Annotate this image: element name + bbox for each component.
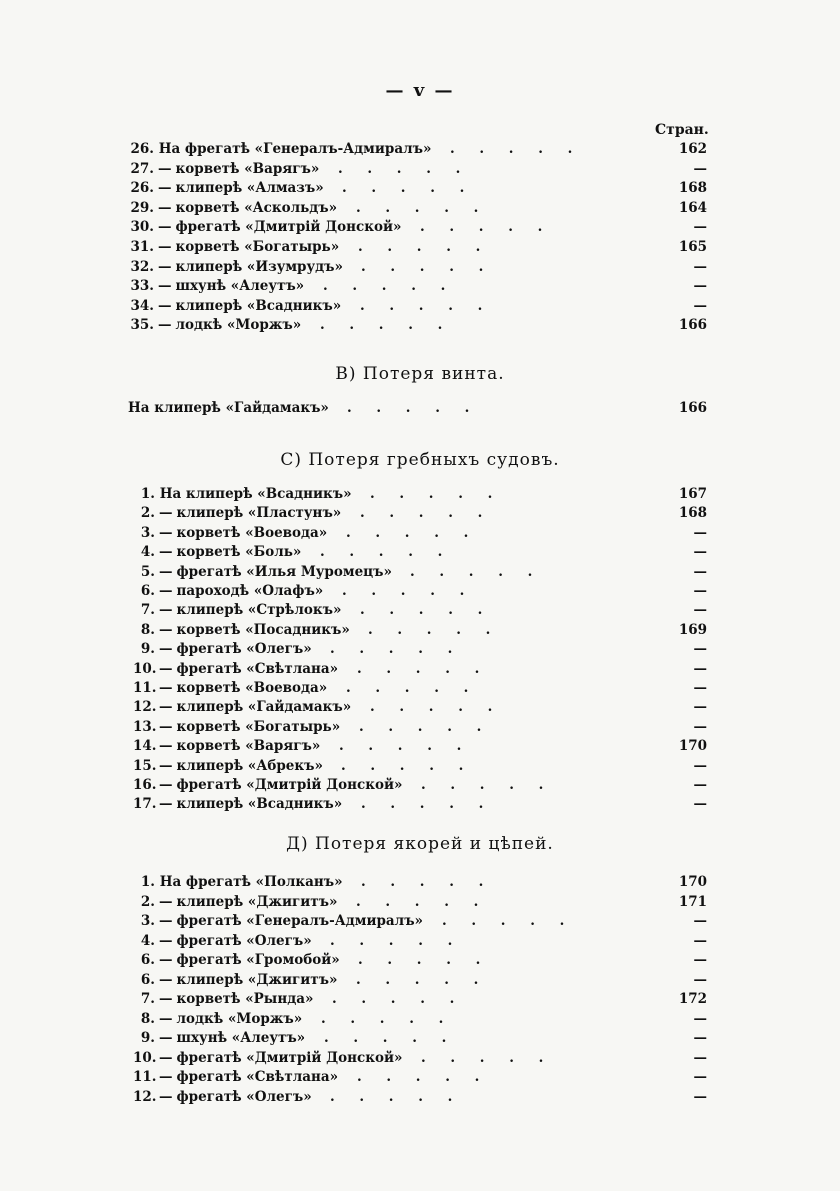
- toc-entry: [133, 931, 707, 951]
- toc-entry: [133, 1048, 707, 1068]
- leader-dots: . . . . .: [330, 932, 463, 949]
- leader-dots: . . . . .: [450, 141, 583, 157]
- toc-entry: [133, 620, 707, 640]
- toc-entry: [133, 581, 707, 601]
- toc-entry: [133, 872, 707, 892]
- ditto-dash: —: [159, 991, 173, 1007]
- leader-dots: . . . . .: [341, 757, 474, 774]
- leader-dots: . . . . .: [421, 777, 554, 793]
- ditto-dash: —: [159, 544, 173, 561]
- entry-number: 13.: [133, 718, 157, 735]
- entry-number: 31.: [130, 239, 154, 255]
- entry-page: —: [693, 544, 707, 561]
- leader-dots: . . . . .: [332, 991, 465, 1007]
- entry-number: 33.: [130, 278, 154, 295]
- entry-number: 2.: [140, 505, 155, 522]
- ditto-dash: —: [159, 641, 173, 658]
- toc-entry: [133, 775, 707, 795]
- entry-number: 3.: [140, 913, 155, 929]
- entry-page: 167: [678, 486, 707, 502]
- entry-page: —: [693, 660, 707, 677]
- entry-page: —: [693, 1049, 707, 1066]
- entry-title: На фрегатѣ «Полканъ»: [159, 874, 343, 890]
- entry-page: 171: [678, 893, 707, 910]
- ditto-dash: —: [159, 621, 173, 638]
- leader-dots: . . . . .: [361, 258, 494, 275]
- entry-page: —: [693, 278, 707, 295]
- entry-number: 14.: [133, 738, 157, 755]
- toc-entry: [128, 159, 707, 179]
- toc-entry: [128, 315, 707, 335]
- toc-entry: [133, 697, 707, 717]
- entry-title: фрегатѣ «Дмитрій Донской»: [176, 1049, 403, 1066]
- entry-page: —: [693, 563, 707, 580]
- entry-page: 166: [678, 317, 707, 334]
- entry-title: фрегатѣ «Олегъ»: [176, 932, 312, 949]
- ditto-dash: —: [159, 777, 173, 793]
- ditto-dash: —: [158, 219, 172, 236]
- section-c-title: С) Потеря гребныхъ судовъ.: [280, 450, 560, 470]
- ditto-dash: —: [159, 757, 173, 774]
- entry-page: —: [693, 641, 707, 658]
- leader-dots: . . . . .: [338, 160, 471, 177]
- entry-title: фрегатѣ «Громобой»: [176, 952, 340, 968]
- leader-dots: . . . . .: [357, 1069, 490, 1085]
- entry-title: клиперѣ «Изумрудъ»: [175, 258, 343, 275]
- entry-page: —: [693, 1069, 707, 1085]
- entry-number: 11.: [133, 1069, 157, 1085]
- leader-dots: . . . . .: [356, 199, 489, 216]
- ditto-dash: —: [159, 1049, 173, 1066]
- entry-title: клиперѣ «Джигитъ»: [176, 893, 338, 910]
- toc-entry: [133, 911, 707, 931]
- toc-entry: [133, 970, 707, 990]
- entry-title: клиперѣ «Пластунъ»: [176, 505, 342, 522]
- entry-title: пароходѣ «Олафъ»: [176, 583, 324, 599]
- entry-number: 12.: [133, 699, 157, 716]
- entry-number: 34.: [130, 297, 154, 314]
- entry-number: 10.: [133, 1049, 157, 1066]
- entry-page: —: [693, 583, 707, 599]
- entry-number: 29.: [130, 199, 154, 216]
- entry-number: 1.: [140, 486, 155, 502]
- leader-dots: . . . . .: [370, 486, 503, 502]
- entry-title: клиперѣ «Абрекъ»: [176, 757, 323, 774]
- entry-title: фрегатѣ «Олегъ»: [176, 1088, 312, 1105]
- entry-number: 26.: [130, 180, 154, 197]
- entry-title: На фрегатѣ «Генералъ-Адмиралъ»: [158, 141, 432, 157]
- entry-page: 168: [678, 180, 707, 197]
- toc-entry: [133, 562, 707, 582]
- toc-entry: [133, 989, 707, 1009]
- toc-entry: [133, 756, 707, 776]
- toc-entry: [133, 659, 707, 679]
- entry-number: 6.: [140, 952, 155, 968]
- leader-dots: . . . . .: [358, 239, 491, 255]
- toc-entry: [128, 178, 707, 198]
- section-d-title: Д) Потеря якорей и цѣпей.: [286, 834, 554, 854]
- leader-dots: . . . . .: [421, 1049, 554, 1066]
- ditto-dash: —: [159, 583, 173, 599]
- entry-title: На клиперѣ «Гайдамакъ»: [128, 400, 329, 416]
- entry-title: клиперѣ «Джигитъ»: [176, 971, 338, 988]
- toc-entry: [133, 794, 707, 814]
- leader-dots: . . . . .: [410, 563, 543, 580]
- toc-entry: [133, 484, 707, 504]
- entry-number: 17.: [133, 796, 157, 813]
- entry-page: —: [693, 524, 707, 541]
- toc-entry: [128, 276, 707, 296]
- entry-page: —: [693, 1010, 707, 1027]
- entry-title: корветѣ «Варягъ»: [176, 738, 321, 755]
- ditto-dash: —: [159, 602, 173, 619]
- ditto-dash: —: [158, 160, 172, 177]
- entry-number: 27.: [130, 160, 154, 177]
- toc-entry: [128, 296, 707, 316]
- ditto-dash: —: [159, 913, 173, 929]
- entry-page: —: [693, 699, 707, 716]
- entry-page: —: [693, 757, 707, 774]
- entry-title: фрегатѣ «Генералъ-Адмиралъ»: [176, 913, 423, 929]
- entry-page: —: [693, 796, 707, 813]
- leader-dots: . . . . .: [357, 660, 490, 677]
- entry-number: 12.: [133, 1088, 157, 1105]
- entry-number: 11.: [133, 680, 157, 696]
- entry-title: корветѣ «Воевода»: [176, 524, 328, 541]
- toc-entry: [133, 1087, 707, 1107]
- leader-dots: . . . . .: [324, 1030, 457, 1046]
- entry-page: 165: [678, 239, 707, 255]
- entry-number: 16.: [133, 777, 157, 793]
- ditto-dash: —: [159, 524, 173, 541]
- toc-entry: [133, 892, 707, 912]
- entry-page: —: [693, 602, 707, 619]
- entry-number: 4.: [140, 932, 155, 949]
- ditto-dash: —: [159, 1069, 173, 1085]
- entry-title: шхунѣ «Алеутъ»: [175, 278, 305, 295]
- entry-page: 169: [678, 621, 707, 638]
- toc-entry: [133, 950, 707, 970]
- leader-dots: . . . . .: [342, 180, 475, 197]
- entry-number: 6.: [140, 583, 155, 599]
- entry-number: 10.: [133, 660, 157, 677]
- entry-number: 8.: [140, 621, 155, 638]
- entry-page: —: [693, 971, 707, 988]
- entry-page: —: [693, 1030, 707, 1046]
- ditto-dash: —: [159, 1030, 173, 1046]
- entry-number: 3.: [140, 524, 155, 541]
- leader-dots: . . . . .: [330, 1088, 463, 1105]
- entry-title: корветѣ «Богатырь»: [175, 239, 340, 255]
- toc-entry: [133, 503, 707, 523]
- entry-title: корветѣ «Аскольдъ»: [175, 199, 338, 216]
- leader-dots: . . . . .: [360, 602, 493, 619]
- leader-dots: . . . . .: [361, 874, 494, 890]
- toc-entry: [133, 717, 707, 737]
- ditto-dash: —: [159, 796, 173, 813]
- entry-number: 1.: [140, 874, 155, 890]
- entry-title: клиперѣ «Стрѣлокъ»: [176, 602, 342, 619]
- toc-entry: [128, 217, 707, 237]
- entry-title: корветѣ «Рында»: [176, 991, 314, 1007]
- entry-page: 162: [678, 141, 707, 157]
- ditto-dash: —: [159, 971, 173, 988]
- entry-number: 30.: [130, 219, 154, 236]
- ditto-dash: —: [159, 505, 173, 522]
- entry-title: корветѣ «Посадникъ»: [176, 621, 350, 638]
- entry-title: фрегатѣ «Олегъ»: [176, 641, 312, 658]
- ditto-dash: —: [159, 563, 173, 580]
- leader-dots: . . . . .: [342, 583, 475, 599]
- entry-number: 2.: [140, 893, 155, 910]
- leader-dots: . . . . .: [346, 680, 479, 696]
- entry-title: клиперѣ «Всадникъ»: [175, 297, 342, 314]
- entry-number: 4.: [140, 544, 155, 561]
- entry-page: —: [693, 680, 707, 696]
- entry-title: лодкѣ «Моржъ»: [176, 1010, 303, 1027]
- leader-dots: . . . . .: [356, 893, 489, 910]
- leader-dots: . . . . .: [368, 621, 501, 638]
- toc-entry: [133, 678, 707, 698]
- leader-dots: . . . . .: [323, 278, 456, 295]
- ditto-dash: —: [158, 297, 172, 314]
- leader-dots: . . . . .: [360, 505, 493, 522]
- entry-title: клиперѣ «Гайдамакъ»: [176, 699, 352, 716]
- entry-page: —: [693, 219, 707, 236]
- ditto-dash: —: [158, 278, 172, 295]
- entry-title: фрегатѣ «Илья Муромецъ»: [176, 563, 392, 580]
- entry-number: 9.: [140, 641, 155, 658]
- ditto-dash: —: [158, 180, 172, 197]
- leader-dots: . . . . .: [346, 524, 479, 541]
- ditto-dash: —: [159, 699, 173, 716]
- entry-page: —: [693, 952, 707, 968]
- ditto-dash: —: [158, 239, 172, 255]
- entry-number: 35.: [130, 317, 154, 334]
- entry-number: 7.: [140, 602, 155, 619]
- entry-number: 5.: [140, 563, 155, 580]
- entry-number: 7.: [140, 991, 155, 1007]
- entry-number: 6.: [140, 971, 155, 988]
- entry-number: 9.: [140, 1030, 155, 1046]
- entry-page: 164: [678, 199, 707, 216]
- toc-entry: [133, 1009, 707, 1029]
- leader-dots: . . . . .: [420, 219, 553, 236]
- ditto-dash: —: [159, 660, 173, 677]
- entry-page: 166: [678, 400, 707, 416]
- entry-title: корветѣ «Варягъ»: [175, 160, 320, 177]
- leader-dots: . . . . .: [356, 971, 489, 988]
- toc-entry: [133, 639, 707, 659]
- entry-number: 32.: [130, 258, 154, 275]
- entry-title: корветѣ «Боль»: [176, 544, 302, 561]
- section-b-title: В) Потеря винта.: [335, 364, 505, 384]
- leader-dots: . . . . .: [339, 738, 472, 755]
- toc-entry: [133, 1067, 707, 1087]
- entry-title: корветѣ «Богатырь»: [176, 718, 341, 735]
- toc-entry: [133, 523, 707, 543]
- entry-title: клиперѣ «Алмазъ»: [175, 180, 324, 197]
- entry-page: —: [693, 297, 707, 314]
- ditto-dash: —: [159, 932, 173, 949]
- toc-entry: [133, 1028, 707, 1048]
- entry-title: лодкѣ «Моржъ»: [175, 317, 302, 334]
- ditto-dash: —: [159, 718, 173, 735]
- leader-dots: . . . . .: [320, 544, 453, 561]
- entry-page: —: [693, 932, 707, 949]
- page-number: — v —: [385, 80, 455, 101]
- toc-entry: [128, 237, 707, 257]
- leader-dots: . . . . .: [370, 699, 503, 716]
- leader-dots: . . . . .: [358, 952, 491, 968]
- leader-dots: . . . . .: [359, 718, 492, 735]
- ditto-dash: —: [159, 680, 173, 696]
- entry-number: 15.: [133, 757, 157, 774]
- leader-dots: . . . . .: [442, 913, 575, 929]
- ditto-dash: —: [158, 317, 172, 334]
- toc-entry: [128, 257, 707, 277]
- ditto-dash: —: [158, 258, 172, 275]
- toc-entry: [128, 198, 707, 218]
- toc-entry: [133, 736, 707, 756]
- entry-title: шхунѣ «Алеутъ»: [176, 1030, 306, 1046]
- entry-title: фрегатѣ «Дмитрій Донской»: [175, 219, 402, 236]
- ditto-dash: —: [159, 893, 173, 910]
- entry-page: 172: [678, 991, 707, 1007]
- entry-title: клиперѣ «Всадникъ»: [176, 796, 343, 813]
- entry-page: 168: [678, 505, 707, 522]
- entry-title: На клиперѣ «Всадникъ»: [159, 486, 352, 502]
- entry-number: 26.: [130, 141, 154, 157]
- leader-dots: . . . . .: [360, 297, 493, 314]
- toc-entry: [128, 398, 707, 418]
- entry-page: 170: [678, 874, 707, 890]
- page-column-header: Стран.: [655, 122, 709, 138]
- ditto-dash: —: [159, 1088, 173, 1105]
- entry-page: 170: [678, 738, 707, 755]
- entry-number: 8.: [140, 1010, 155, 1027]
- entry-page: —: [693, 1088, 707, 1105]
- entry-title: фрегатѣ «Дмитрій Донской»: [176, 777, 403, 793]
- entry-page: —: [693, 258, 707, 275]
- entry-page: —: [693, 718, 707, 735]
- leader-dots: . . . . .: [321, 1010, 454, 1027]
- entry-title: корветѣ «Воевода»: [176, 680, 328, 696]
- leader-dots: . . . . .: [320, 317, 453, 334]
- entry-page: —: [693, 777, 707, 793]
- entry-page: —: [693, 913, 707, 929]
- entry-page: —: [693, 160, 707, 177]
- ditto-dash: —: [159, 1010, 173, 1027]
- toc-entry: [133, 542, 707, 562]
- leader-dots: . . . . .: [361, 796, 494, 813]
- entry-title: фрегатѣ «Свѣтлана»: [176, 1069, 339, 1085]
- ditto-dash: —: [159, 952, 173, 968]
- ditto-dash: —: [158, 199, 172, 216]
- toc-entry: [128, 139, 707, 159]
- leader-dots: . . . . .: [347, 400, 480, 416]
- entry-title: фрегатѣ «Свѣтлана»: [176, 660, 339, 677]
- leader-dots: . . . . .: [330, 641, 463, 658]
- ditto-dash: —: [159, 738, 173, 755]
- toc-entry: [133, 600, 707, 620]
